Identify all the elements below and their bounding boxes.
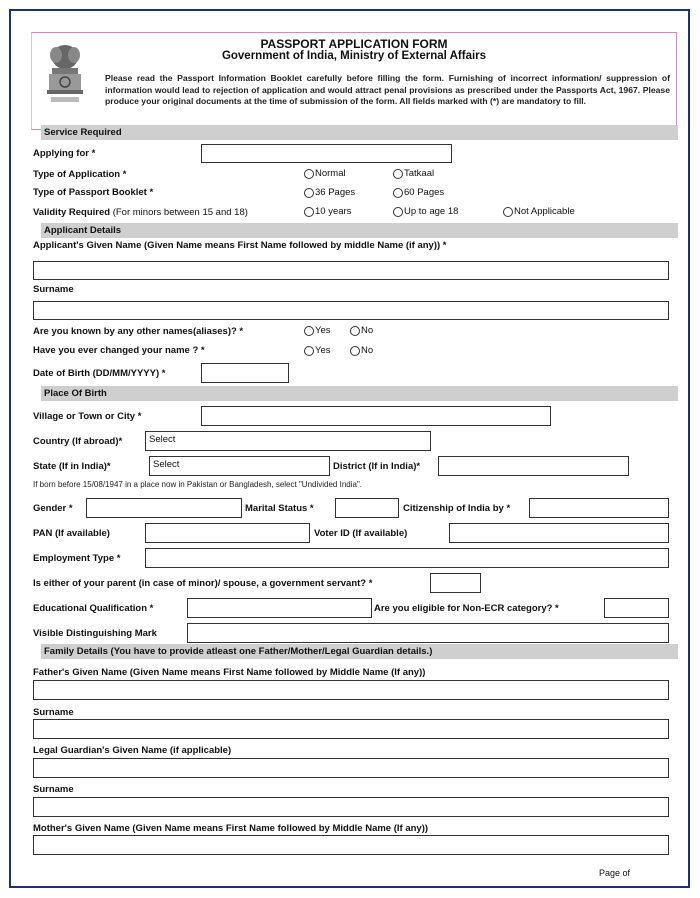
radio-10-years[interactable]: 10 years (304, 206, 351, 217)
radio-icon (304, 346, 314, 356)
guardian-surname-label: Surname (33, 784, 74, 795)
radio-aliases-yes[interactable]: Yes (304, 325, 331, 336)
validity-label: Validity Required (For minors between 15 and 18) (33, 207, 248, 218)
booklet-label: Type of Passport Booklet * (33, 187, 154, 198)
dob-label: Date of Birth (DD/MM/YYYY) * (33, 368, 166, 379)
intro-text: Please read the Passport Information Booklet carefully before filling the form. Furnishing of incorrect information/ suppression of information would lead to rejection of application and would attract penal provisions as prescribed under the Passports Act, 1967. Please produce your original documents at the time of submission of the form. All fields marked with (*) are mandatory to fill. (105, 73, 670, 107)
citizenship-label: Citizenship of India by * (403, 503, 511, 514)
validity-note: (For minors between 15 and 18) (112, 207, 248, 218)
village-input[interactable] (201, 406, 551, 426)
applying-for-label: Applying for * (33, 148, 96, 159)
non-ecr-input[interactable] (604, 598, 669, 618)
mark-label: Visible Distinguishing Mark (33, 628, 157, 639)
guardian-surname-input[interactable] (33, 797, 669, 817)
guardian-name-label: Legal Guardian's Given Name (if applicable) (33, 745, 232, 756)
radio-icon (393, 169, 403, 179)
section-applicant: Applicant Details (41, 223, 678, 238)
radio-changed-no[interactable]: No (350, 345, 373, 356)
radio-tatkaal[interactable]: Tatkaal (393, 168, 434, 179)
section-service: Service Required (41, 125, 678, 140)
undivided-india-note: If born before 15/08/1947 in a place now in Pakistan or Bangladesh, select "Undivided India". (33, 480, 363, 489)
state-label: State (If in India)* (33, 461, 111, 472)
employment-label: Employment Type * (33, 553, 121, 564)
radio-icon (304, 326, 314, 336)
gender-label: Gender * (33, 503, 73, 514)
radio-icon (350, 346, 360, 356)
govt-servant-label: Is either of your parent (in case of minor)/ spouse, a government servant? * (33, 578, 373, 589)
radio-icon (304, 188, 314, 198)
marital-input[interactable] (335, 498, 399, 518)
father-name-input[interactable] (33, 680, 669, 700)
father-surname-label: Surname (33, 707, 74, 718)
given-name-label: Applicant's Given Name (Given Name means First Name followed by middle Name (if any)) * (33, 240, 447, 251)
pan-input[interactable] (145, 523, 310, 543)
surname-input[interactable] (33, 301, 669, 320)
radio-normal[interactable]: Normal (304, 168, 346, 179)
radio-icon (503, 207, 513, 217)
given-name-input[interactable] (33, 261, 669, 280)
guardian-name-input[interactable] (33, 758, 669, 778)
form-subtitle: Government of India, Ministry of External Affairs (221, 50, 487, 62)
radio-aliases-no[interactable]: No (350, 325, 373, 336)
district-input[interactable] (438, 456, 629, 476)
form-title: PASSPORT APPLICATION FORM (260, 37, 448, 51)
employment-input[interactable] (145, 548, 669, 568)
radio-icon (393, 207, 403, 217)
page-number: Page of (599, 868, 631, 878)
citizenship-input[interactable] (529, 498, 669, 518)
radio-not-applicable[interactable]: Not Applicable (503, 206, 575, 217)
radio-icon (350, 326, 360, 336)
country-select[interactable]: Select (145, 431, 431, 451)
radio-36-pages[interactable]: 36 Pages (304, 187, 355, 198)
govt-servant-input[interactable] (430, 573, 481, 593)
applying-for-input[interactable] (201, 144, 452, 163)
father-surname-input[interactable] (33, 719, 669, 739)
voter-label: Voter ID (If available) (314, 528, 408, 539)
village-label: Village or Town or City * (33, 411, 142, 422)
mother-name-input[interactable] (33, 835, 669, 855)
radio-up-to-18[interactable]: Up to age 18 (393, 206, 458, 217)
pan-label: PAN (If available) (33, 528, 110, 539)
section-place-of-birth: Place Of Birth (41, 386, 678, 401)
non-ecr-label: Are you eligible for Non-ECR category? * (374, 603, 559, 614)
radio-60-pages[interactable]: 60 Pages (393, 187, 444, 198)
mark-input[interactable] (187, 623, 669, 643)
district-label: District (If in India)* (333, 461, 421, 472)
dob-input[interactable] (201, 363, 289, 383)
section-family: Family Details (You have to provide atleast one Father/Mother/Legal Guardian details.) (41, 644, 678, 659)
gender-input[interactable] (86, 498, 242, 518)
education-label: Educational Qualification * (33, 603, 154, 614)
type-application-label: Type of Application * (33, 169, 127, 180)
surname-label: Surname (33, 284, 74, 295)
form-page (9, 9, 690, 888)
form-header (31, 32, 677, 130)
radio-icon (304, 207, 314, 217)
changed-name-label: Have you ever changed your name ? * (33, 345, 205, 356)
marital-label: Marital Status * (245, 503, 314, 514)
country-label: Country (If abroad)* (33, 436, 123, 447)
father-name-label: Father's Given Name (Given Name means First Name followed by Middle Name (If any)) (33, 667, 426, 678)
education-input[interactable] (187, 598, 372, 618)
radio-icon (304, 169, 314, 179)
aliases-label: Are you known by any other names(aliases)? * (33, 326, 244, 337)
state-select[interactable]: Select (149, 456, 330, 476)
voter-input[interactable] (449, 523, 669, 543)
radio-changed-yes[interactable]: Yes (304, 345, 331, 356)
mother-name-label: Mother's Given Name (Given Name means First Name followed by Middle Name (If any)) (33, 823, 429, 834)
radio-icon (393, 188, 403, 198)
